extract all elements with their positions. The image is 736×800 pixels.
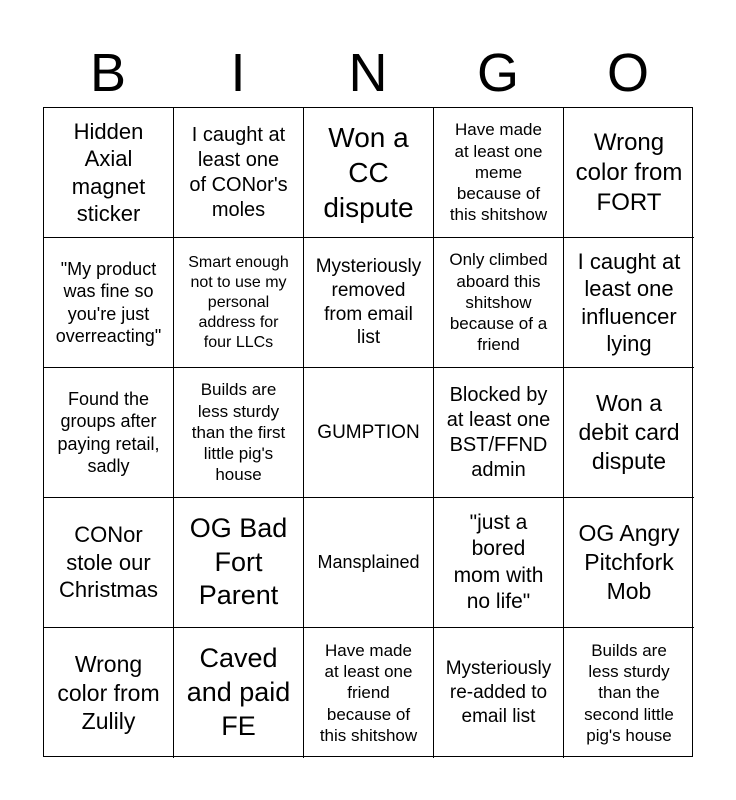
cell-text: Mysteriously removed from email list	[315, 256, 422, 349]
bingo-cell[interactable]	[174, 108, 304, 238]
cell-text: "My product was fine so you're just overreacting"	[55, 258, 162, 346]
bingo-grid	[43, 107, 693, 757]
header-letter: N	[348, 43, 388, 103]
bingo-cell[interactable]	[304, 108, 434, 238]
bingo-cell[interactable]	[44, 238, 174, 368]
cell-text: I caught at least one influencer lying	[577, 248, 681, 356]
cell-text: Builds are less sturdy than the second little pig's house	[584, 640, 674, 745]
cell-text: Found the groups after paying retail, sadly	[57, 388, 160, 476]
cell-text: GUMPTION	[317, 421, 420, 443]
bingo-cell[interactable]	[564, 238, 694, 368]
bingo-cell[interactable]	[434, 108, 564, 238]
header-letter: G	[476, 43, 519, 103]
cell-text: Blocked by at least one BST/FFND admin	[446, 383, 551, 481]
header-letter: O	[606, 43, 649, 103]
bingo-header	[43, 40, 693, 106]
cell-text: Won a debit card dispute	[578, 390, 680, 474]
cell-text: Hidden Axial magnet sticker	[71, 118, 146, 226]
cell-text: Caved and paid FE	[186, 643, 291, 741]
bingo-cell[interactable]	[44, 368, 174, 498]
cell-text: Builds are less sturdy than the first little pig's house	[191, 380, 286, 485]
bingo-cell[interactable]	[174, 628, 304, 758]
bingo-cell[interactable]	[434, 368, 564, 498]
bingo-cell[interactable]	[564, 628, 694, 758]
bingo-cell[interactable]	[174, 238, 304, 368]
bingo-cell[interactable]	[564, 108, 694, 238]
cell-text: Only climbed aboard this shitshow because of a friend	[449, 250, 548, 355]
header-letter: I	[230, 43, 246, 103]
cell-text: "just a bored mom with no life"	[453, 511, 544, 613]
bingo-cell[interactable]	[44, 498, 174, 628]
bingo-cell[interactable]	[44, 108, 174, 238]
bingo-cell[interactable]	[304, 498, 434, 628]
bingo-cell[interactable]	[304, 238, 434, 368]
cell-text: Won a CC dispute	[323, 122, 414, 223]
bingo-cell[interactable]	[564, 498, 694, 628]
cell-text: Wrong color from Zulily	[57, 650, 160, 735]
bingo-cell[interactable]	[304, 368, 434, 498]
header-letter: B	[89, 43, 127, 103]
cell-text: Mansplained	[317, 552, 420, 573]
bingo-cell[interactable]	[174, 498, 304, 628]
bingo-cell[interactable]	[564, 368, 694, 498]
bingo-cell[interactable]	[434, 628, 564, 758]
cell-text: Have made at least one friend because of this shitshow	[319, 640, 418, 745]
bingo-cell[interactable]	[44, 628, 174, 758]
cell-text: Smart enough not to use my personal address for four LLCs	[188, 253, 289, 351]
cell-text: CONor stole our Christmas	[58, 522, 158, 603]
cell-text: Mysteriously re-added to email list	[445, 658, 552, 727]
bingo-cell[interactable]	[434, 498, 564, 628]
bingo-cell[interactable]	[434, 238, 564, 368]
cell-text: OG Angry Pitchfork Mob	[578, 520, 680, 604]
bingo-cell[interactable]	[304, 628, 434, 758]
cell-text: I caught at least one of CONor's moles	[189, 123, 288, 221]
cell-text: Have made at least one meme because of this shitshow	[449, 120, 548, 225]
cell-text: OG Bad Fort Parent	[189, 512, 288, 611]
cell-text: Wrong color from FORT	[575, 128, 683, 216]
bingo-cell[interactable]	[174, 368, 304, 498]
